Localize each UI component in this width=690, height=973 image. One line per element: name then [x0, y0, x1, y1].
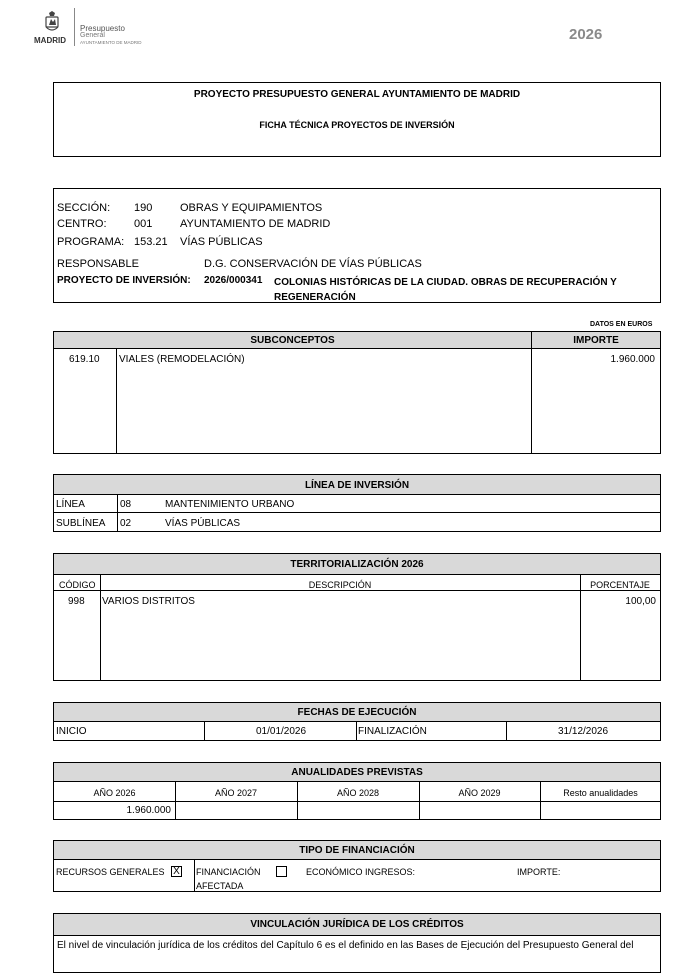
vinculacion-table — [53, 913, 661, 973]
logo-line2: General — [80, 32, 105, 39]
importe-header: IMPORTE — [573, 335, 619, 346]
datos-note: DATOS EN EUROS — [590, 321, 653, 328]
centro-name: AYUNTAMIENTO DE MADRID — [180, 218, 331, 230]
anualidad-col-2029: AÑO 2029 — [458, 788, 501, 798]
anualidad-col-2026: AÑO 2026 — [93, 788, 136, 798]
col-porcentaje: PORCENTAJE — [590, 580, 650, 590]
logo-line3: AYUNTAMIENTO DE MADRID — [80, 40, 142, 45]
madrid-crest-icon — [42, 10, 62, 34]
recursos-generales-label: RECURSOS GENERALES — [56, 867, 165, 877]
proyecto-label: PROYECTO DE INVERSIÓN: — [57, 275, 191, 286]
anualidades-header: ANUALIDADES PREVISTAS — [291, 767, 423, 778]
anualidades-table — [53, 762, 661, 820]
logo — [34, 8, 144, 48]
subconcepto-amount: 1.960.000 — [610, 354, 655, 365]
fin-label: FINALIZACIÓN — [358, 726, 427, 737]
programa-code: 153.21 — [134, 236, 168, 248]
fechas-table — [53, 702, 661, 741]
vinculacion-text: El nivel de vinculación jurídica de los créditos del Capítulo 6 es el definido en las Bases de Ejecución del Presupuesto General del — [57, 940, 634, 951]
territorial-code: 998 — [68, 596, 85, 607]
financiacion-afectada-line2: AFECTADA — [196, 881, 244, 891]
responsable-label: RESPONSABLE — [57, 258, 139, 270]
importe-label: IMPORTE: — [517, 867, 561, 877]
anualidad-col-2028: AÑO 2028 — [336, 788, 380, 798]
subconcepto-desc: VIALES (REMODELACIÓN) — [119, 354, 245, 365]
linea-name: MANTENIMIENTO URBANO — [165, 499, 295, 510]
programa-label: PROGRAMA: — [57, 236, 125, 248]
linea-label: LÍNEA — [56, 499, 85, 510]
anualidad-value-2026: 1.960.000 — [126, 805, 171, 816]
territorial-header: TERRITORIALIZACIÓN 2026 — [290, 559, 424, 570]
title-box — [53, 82, 661, 157]
territorial-table — [53, 553, 661, 681]
recursos-generales-checkbox[interactable]: X — [171, 866, 182, 877]
responsable-name: D.G. CONSERVACIÓN DE VÍAS PÚBLICAS — [204, 258, 422, 270]
vinculacion-header: VINCULACIÓN JURÍDICA DE LOS CRÉDITOS — [250, 919, 464, 930]
budget-year: 2026 — [569, 26, 603, 43]
programa-name: VÍAS PÚBLICAS — [180, 236, 263, 248]
centro-label: CENTRO: — [57, 218, 107, 230]
seccion-name: OBRAS Y EQUIPAMIENTOS — [180, 202, 323, 214]
financiacion-afectada-line1: FINANCIACIÓN — [196, 867, 261, 877]
financiacion-table — [53, 840, 661, 892]
linea-table — [53, 474, 661, 532]
proyecto-code: 2026/000341 — [204, 275, 263, 286]
col-codigo: CÓDIGO — [59, 580, 96, 590]
page-subtitle: FICHA TÉCNICA PROYECTOS DE INVERSIÓN — [259, 120, 455, 130]
subconceptos-table — [53, 331, 661, 454]
sublinea-code: 02 — [120, 518, 132, 529]
financiacion-afectada-checkbox[interactable] — [276, 866, 287, 877]
info-box — [53, 188, 661, 303]
col-descripcion: DESCRIPCIÓN — [308, 580, 372, 590]
sublinea-label: SUBLÍNEA — [56, 518, 106, 529]
anualidad-col-resto: Resto anualidades — [563, 788, 638, 798]
logo-line1: Presupuesto — [80, 24, 125, 33]
page-title: PROYECTO PRESUPUESTO GENERAL AYUNTAMIENTO DE MADRID — [193, 89, 521, 100]
centro-code: 001 — [134, 218, 153, 230]
logo-city: MADRID — [34, 36, 66, 45]
financiacion-header: TIPO DE FINANCIACIÓN — [299, 845, 415, 856]
sublinea-name: VÍAS PÚBLICAS — [165, 518, 241, 529]
subconcepto-code: 619.10 — [69, 354, 100, 365]
proyecto-name: COLONIAS HISTÓRICAS DE LA CIUDAD. OBRAS DE RECUPERACIÓN Y REGENERACIÓN — [274, 277, 617, 303]
anualidad-col-2027: AÑO 2027 — [214, 788, 258, 798]
linea-header: LÍNEA DE INVERSIÓN — [304, 480, 410, 491]
fechas-header: FECHAS DE EJECUCIÓN — [297, 707, 417, 718]
seccion-label: SECCIÓN: — [57, 202, 111, 214]
economico-ingresos-label: ECONÓMICO INGRESOS: — [306, 867, 416, 877]
subconceptos-header: SUBCONCEPTOS — [250, 335, 335, 346]
seccion-code: 190 — [134, 202, 153, 214]
fin-value: 31/12/2026 — [558, 726, 609, 737]
inicio-value: 01/01/2026 — [256, 726, 307, 737]
linea-code: 08 — [120, 499, 132, 510]
territorial-desc: VARIOS DISTRITOS — [102, 596, 195, 607]
inicio-label: INICIO — [56, 726, 87, 737]
territorial-pct: 100,00 — [625, 596, 656, 607]
